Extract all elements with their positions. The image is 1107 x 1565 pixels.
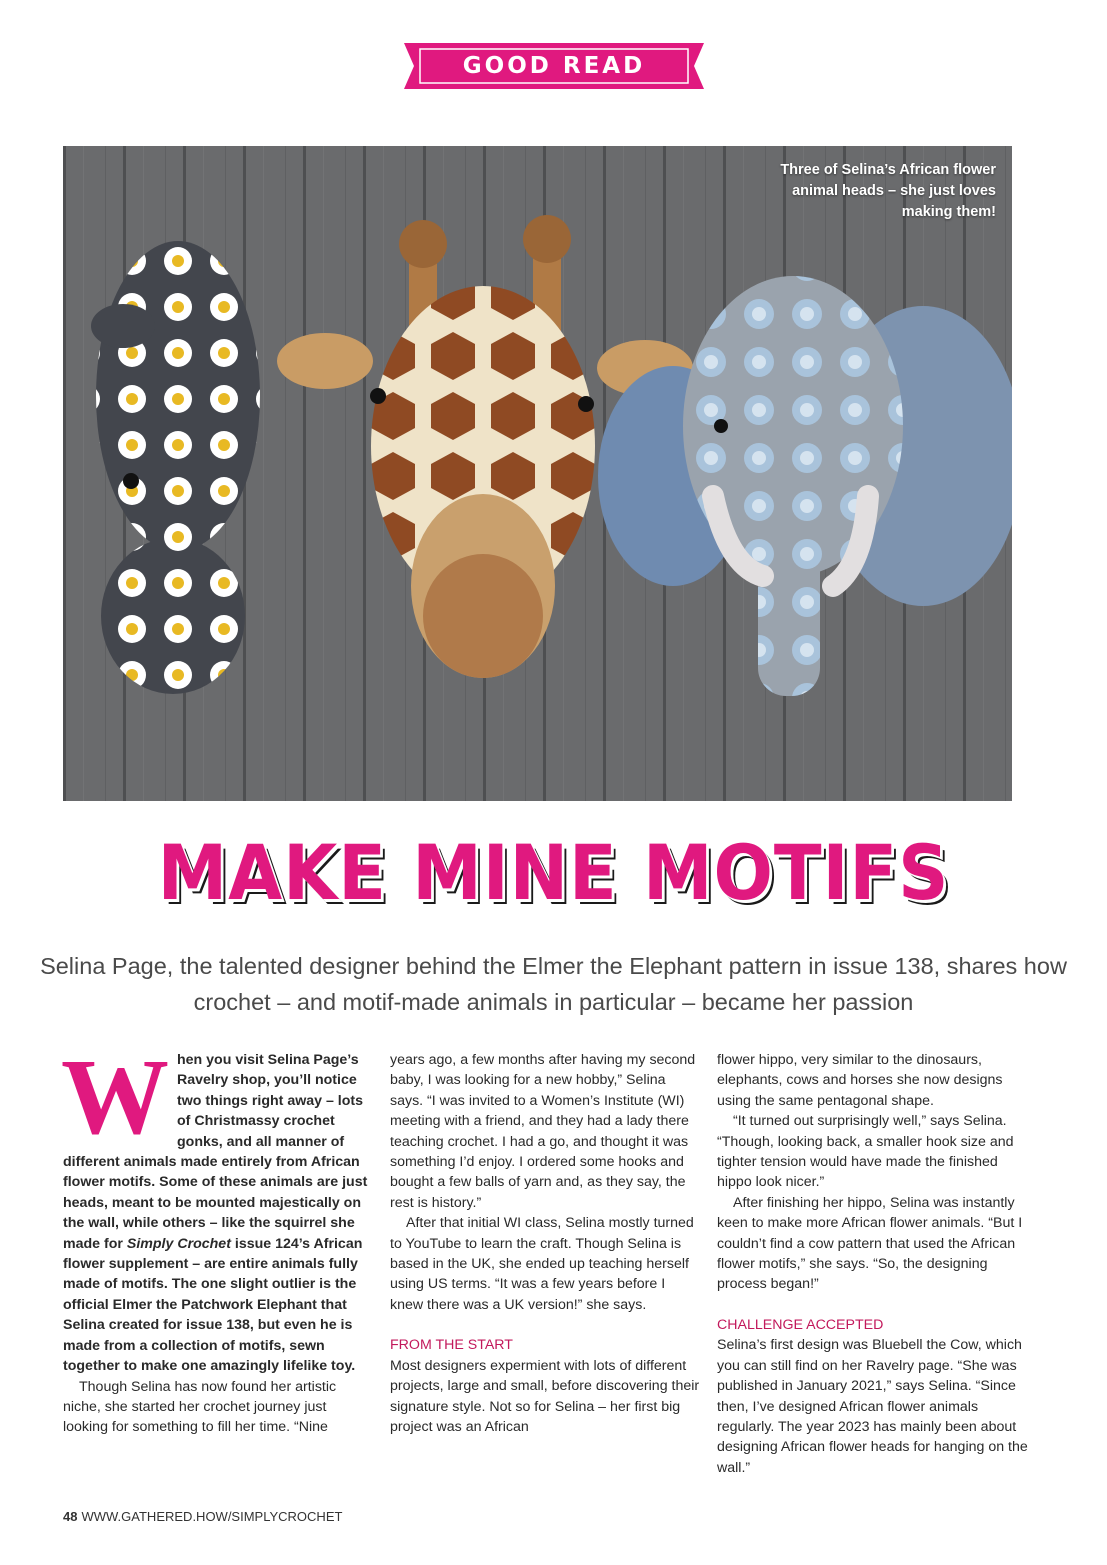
body-paragraph: After that initial WI class, Selina mostly turned to YouTube to learn the craft. Though Selina is based in the UK, she ended up teaching herself using US terms. “It was a few years before I knew there was a UK version!” she says. [390,1215,694,1313]
article-standfirst: Selina Page, the talented designer behind the Elmer the Elephant pattern in issue 138, shares how crochet – and motif-made animals in particular – became her passion [40,953,1067,1015]
hero-photo [63,146,1012,801]
section-banner [404,43,704,89]
body-paragraph: After finishing her hippo, Selina was instantly keen to make more African flower animals. “But I couldn’t find a cow pattern that used the African flower motifs,” she says. “So, the designing process began!” [717,1194,1023,1293]
subheading-from-the-start: FROM THE START [390,1337,513,1354]
text-column-1 [61,1038,375,1438]
intro-text-end: issue 124’s African flower supplement – are entire animals fully made of motifs. The one slight outlier is the official Elmer the Patchwork Elephant that Selina created for issue 138, but even he is made from a collection of motifs, sewn together to make one amazingly lifelike toy. [63,1235,363,1375]
body-paragraph: “It turned out surprisingly well,” says Selina. “Though, looking back, a smaller hook size and tighter tension would have made the finished hippo look nicer.” [717,1113,1014,1191]
body-paragraph: Though Selina has now found her artistic niche, she started her crochet journey just looking for something to fill her time. “Nine [63,1378,337,1436]
intro-text: hen you visit Selina Page’s Ravelry shop, you’ll notice two things right away – lots of Christmassy crochet gonks, and all manner of different animals made entirely from African flower motifs. Some of these animals are just heads, meant to be mounted majestically on the wall, while others – like the squirrel she made for [63,1052,368,1252]
body-paragraph: flower hippo, very similar to the dinosaurs, elephants, cows and horses she now designs using the same pentagonal shape. [717,1052,1003,1109]
text-column-3 [717,1050,1029,1478]
intro-magazine-title: Simply Crochet [126,1235,231,1252]
footer-url: WWW.GATHERED.HOW/SIMPLYCROCHET [81,1509,343,1524]
body-paragraph: Selina’s first design was Bluebell the Cow, which you can still find on her Ravelry page. “She was published in January 2021,” says Selina. “Since then, I’ve designed African flower animals regularly. The year 2023 has mainly been about designing African flower heads for hanging on the wall.” [717,1337,1028,1476]
page-number: 48 [63,1509,78,1524]
banner-label: GOOD READ [462,53,646,79]
page-footer [63,1509,342,1524]
intro-paragraph [61,1038,375,1377]
subheading-challenge-accepted: CHALLENGE ACCEPTED [717,1316,884,1333]
animal-heads-illustration [63,146,1012,801]
body-paragraph: Most designers expermient with lots of different projects, large and small, before discovering their signature style. Not so for Selina – her first big project was an African [390,1357,700,1435]
body-paragraph: years ago, a few months after having my second baby, I was looking for a new hobby,” Selina says. “I was invited to a Women’s Institute (WI) meeting with a friend, and they had a lady there teaching crochet. I had a go, and thought it was something I’d enjoy. I ordered some hooks and bought a few balls of yarn and, as they say, the rest is history.” [390,1052,696,1211]
photo-caption: Three of Selina’s African flower animal heads – she just loves making them! [780,162,996,220]
article-headline: MAKE MINE MOTIFS [157,828,950,917]
hippo-head [91,241,260,694]
drop-cap: W [61,1038,169,1157]
text-column-2 [390,1050,702,1437]
